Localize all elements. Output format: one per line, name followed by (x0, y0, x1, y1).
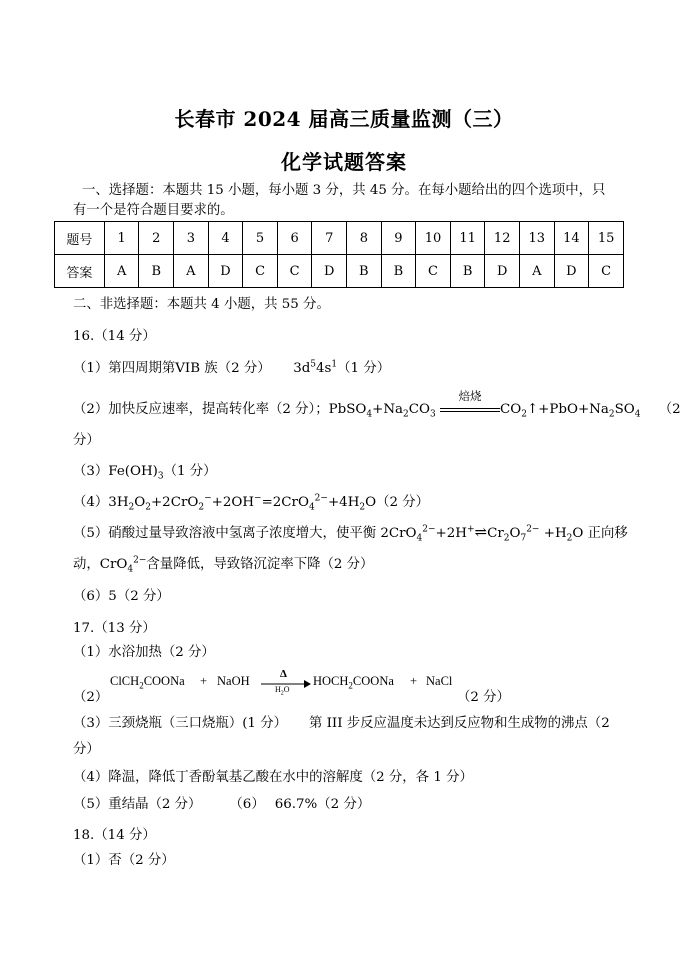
page-subtitle: 化学试题答案 (281, 150, 407, 174)
table-cell-answer: C (243, 255, 278, 288)
table-cell-number: 4 (208, 222, 243, 255)
table-cell-number: 6 (277, 222, 312, 255)
q17-part4: （4）降温，降低丁香酚氧基乙酸在水中的溶解度（2 分，各 1 分） (73, 770, 473, 785)
q16-p1-text: （1）第四周期第VIB 族（2 分） (73, 361, 271, 376)
plus-sign: + (200, 674, 208, 688)
table-cell-number: 8 (347, 222, 382, 255)
table-cell-number: 11 (450, 222, 485, 255)
equilibrium-arrow-icon: ⇌ (474, 523, 488, 541)
q16-heading: 16.（14 分） (73, 329, 156, 344)
table-cell-answer: D (208, 255, 243, 288)
product-2: NaCl (426, 674, 453, 688)
table-cell-number: 5 (243, 222, 278, 255)
table-row-numbers (55, 222, 624, 255)
q17-part3: （3）三颈烧瓶（三口烧瓶）(1 分） 第 III 步反应温度未达到反应物和生成物的沸点（2 (73, 716, 610, 731)
table-header-number: 题号 (55, 222, 105, 255)
table-cell-number: 12 (485, 222, 520, 255)
q16-part1 (73, 357, 390, 376)
reaction-arrow (261, 668, 311, 697)
page-title: 长春市 2024 届高三质量监测（三） (174, 107, 514, 131)
table-cell-answer: C (589, 255, 624, 288)
section1-line2: 有一个是符合题目要求的。 (73, 203, 234, 218)
q17-p2-number: （2） (73, 690, 109, 705)
heat-icon: Δ (280, 668, 287, 680)
q16-part2-cont: 分） (73, 433, 100, 448)
table-cell-answer: B (139, 255, 174, 288)
answer-table (54, 221, 624, 288)
q17-part1: （1）水浴加热（2 分） (73, 645, 215, 660)
table-cell-number: 7 (312, 222, 347, 255)
condition-roast: 焙烧 (458, 388, 482, 403)
table-cell-answer: A (520, 255, 555, 288)
q17-p2-score: （2 分） (457, 690, 510, 705)
q16-part2: （2）加快反应速率，提高转化率（2 分）；$PbSO_4+Na_2CO_3$ 焙烧 $CO_2↑+PbO+Na_2SO_4$ （2 (73, 388, 681, 420)
table-cell-answer: B (450, 255, 485, 288)
table-row-answers (55, 255, 624, 288)
q17-part3-cont: 分） (73, 742, 100, 757)
section1-line1: 一、选择题：本题共 15 小题，每小题 3 分，共 45 分。在每小题给出的四个选项中，只 (82, 183, 606, 198)
q16-part4: $(4)3H_2O_2+2CrO_2^-+2OH^-=2CrO_4^{2-}+4H_2O(2$ 分） (73, 493, 430, 513)
table-cell-answer: A (104, 255, 139, 288)
q18-part1: （1）否（2 分） (73, 853, 175, 868)
water-condition: $H_2O$ (275, 685, 290, 697)
table-cell-number: 9 (381, 222, 416, 255)
table-cell-answer: C (416, 255, 451, 288)
table-cell-number: 10 (416, 222, 451, 255)
table-cell-number: 2 (139, 222, 174, 255)
reactant-1: ClCH$_2$COONa (110, 674, 185, 691)
table-cell-answer: B (381, 255, 416, 288)
table-cell-answer: A (174, 255, 209, 288)
plus-sign: + (410, 674, 418, 688)
q16-part5: （5）硝酸过量导致溶液中氢离子浓度增大，使平衡 $2CrO_4^{2-}+2H^+\rightleftharpoons Cr_2O_7^{2-} +H_2O$ 正向移 (73, 523, 628, 544)
q16-part3: $(3)Fe(OH)_3(1$ 分） (73, 464, 217, 482)
table-cell-number: 1 (104, 222, 139, 255)
q16-part5-cont: 动，CrO$_4^{2-}$含量降低，导致铬沉淀率下降（2 分） (73, 555, 374, 575)
table-cell-answer: D (312, 255, 347, 288)
table-cell-number: 3 (174, 222, 209, 255)
table-cell-number: 14 (554, 222, 589, 255)
q17-part5-6: （5）重结晶（2 分） （6） 66.7%（2 分） (73, 797, 371, 812)
q16-p1-config: $3d^54s^1(1$ 分） (293, 359, 391, 376)
section1-intro (73, 181, 633, 221)
section2-heading: 二、非选择题：本题共 4 小题，共 55 分。 (73, 297, 330, 312)
q18-heading: 18.（14 分） (73, 828, 156, 843)
table-cell-answer: C (277, 255, 312, 288)
table-header-answer: 答案 (55, 255, 105, 288)
table-cell-answer: D (485, 255, 520, 288)
table-cell-answer: B (347, 255, 382, 288)
table-cell-answer: D (554, 255, 589, 288)
equals-reaction-condition (440, 388, 500, 418)
product-1: $HOCH_2COONa$ (313, 674, 394, 691)
reactant-2: NaOH (217, 674, 250, 688)
q16-part6: （6）5（2 分） (73, 589, 170, 604)
table-cell-number: 15 (589, 222, 624, 255)
table-cell-number: 13 (520, 222, 555, 255)
q17-heading: 17.（13 分） (73, 621, 156, 636)
